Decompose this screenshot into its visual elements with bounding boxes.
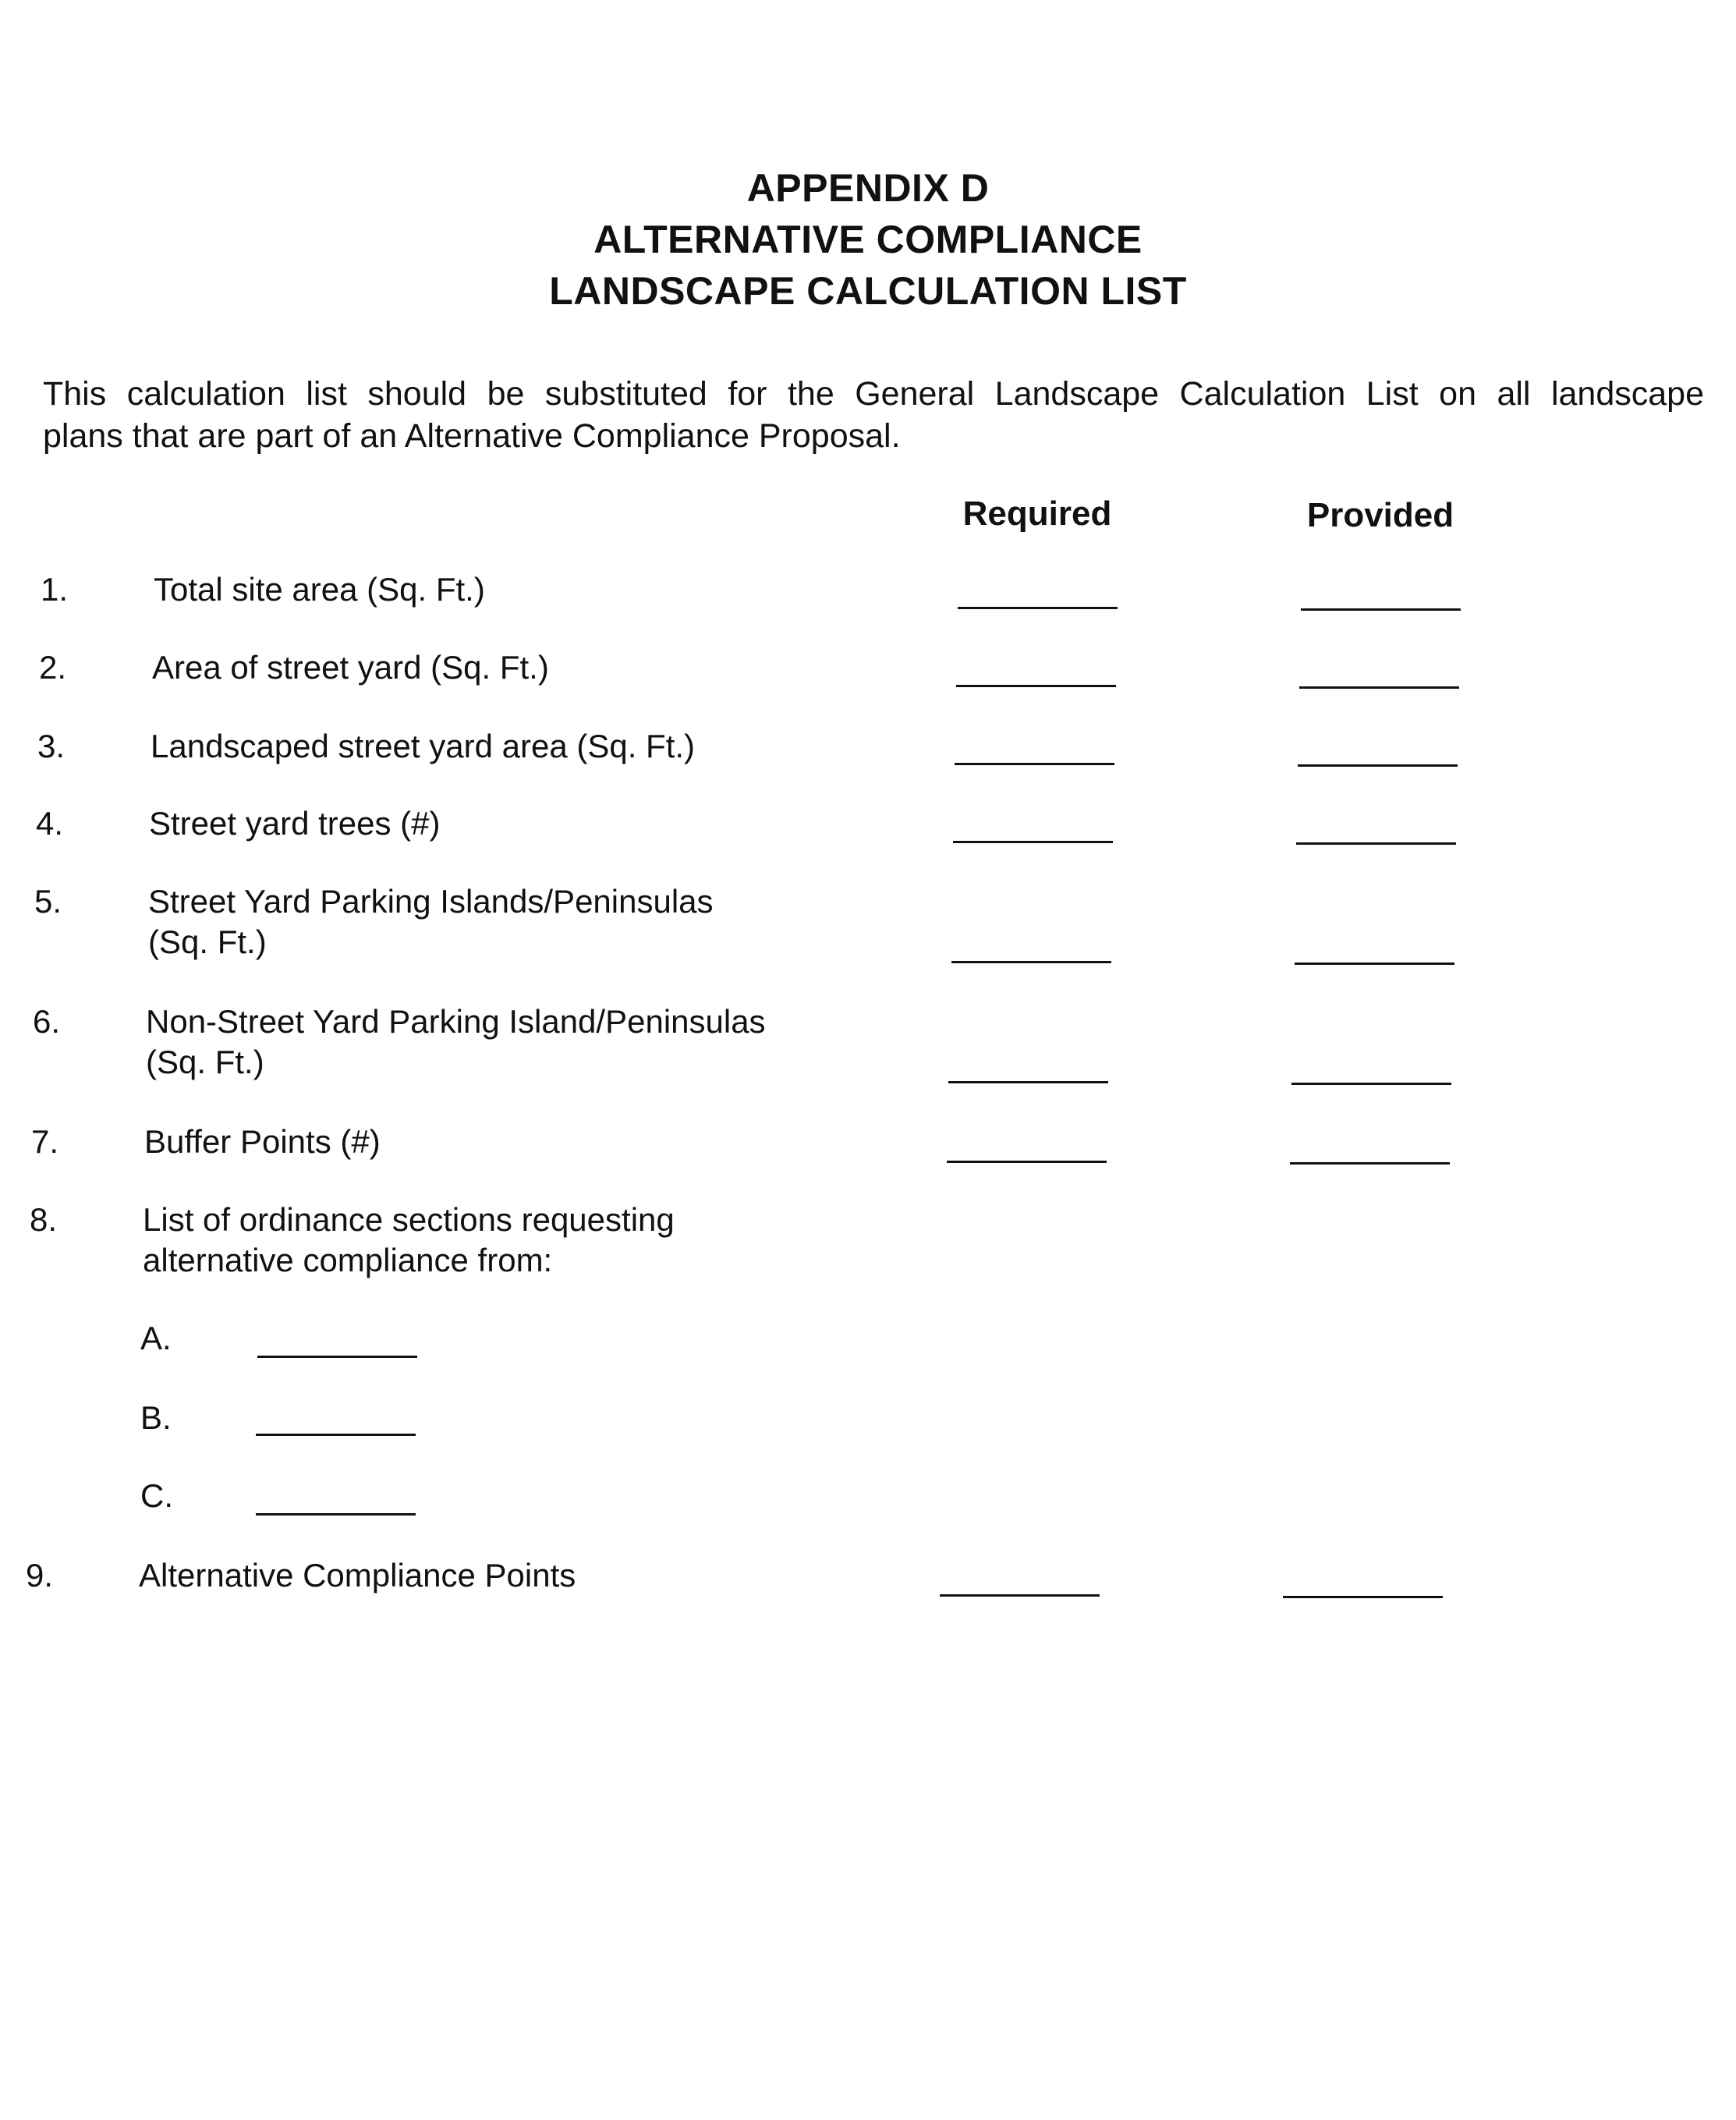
- subitem-letter: B.: [140, 1399, 172, 1436]
- required-blank-line[interactable]: [955, 763, 1114, 765]
- item-label-continued: alternative compliance from:: [143, 1242, 553, 1278]
- item-label: List of ordinance sections requesting: [143, 1201, 675, 1238]
- item-number: 3.: [37, 728, 66, 764]
- item-label: Street yard trees (#): [149, 805, 441, 842]
- item-label-continued: (Sq. Ft.): [146, 1044, 264, 1080]
- required-blank-line[interactable]: [947, 1161, 1107, 1163]
- item-label: Area of street yard (Sq. Ft.): [152, 649, 549, 686]
- provided-blank-line[interactable]: [1296, 842, 1456, 845]
- item-number: 8.: [30, 1201, 58, 1238]
- item-label: Landscaped street yard area (Sq. Ft.): [151, 728, 696, 764]
- list-title: LANDSCAPE CALCULATION LIST: [549, 269, 1187, 313]
- item-label: Alternative Compliance Points: [139, 1557, 576, 1594]
- provided-blank-line[interactable]: [1299, 686, 1459, 689]
- provided-blank-line[interactable]: [1290, 1162, 1450, 1165]
- required-blank-line[interactable]: [940, 1594, 1100, 1597]
- required-column-header: Required: [962, 495, 1112, 533]
- appendix-title: APPENDIX D: [746, 166, 990, 210]
- subitem-blank-line[interactable]: [256, 1513, 416, 1516]
- required-blank-line[interactable]: [948, 1081, 1108, 1083]
- provided-blank-line[interactable]: [1283, 1596, 1443, 1598]
- item-label: Non-Street Yard Parking Island/Peninsulas: [146, 1003, 766, 1040]
- item-number: 2.: [39, 649, 67, 686]
- required-blank-line[interactable]: [958, 607, 1118, 609]
- subitem-letter: A.: [140, 1320, 172, 1356]
- item-number: 7.: [31, 1123, 59, 1160]
- item-number: 9.: [26, 1557, 54, 1594]
- item-label-continued: (Sq. Ft.): [148, 924, 267, 960]
- item-label: Buffer Points (#): [144, 1123, 381, 1160]
- provided-blank-line[interactable]: [1291, 1083, 1451, 1085]
- required-blank-line[interactable]: [953, 841, 1113, 843]
- required-blank-line[interactable]: [951, 961, 1111, 963]
- subitem-blank-line[interactable]: [256, 1434, 416, 1436]
- intro-line-2: plans that are part of an Alternative Compliance Proposal.: [43, 417, 901, 455]
- provided-blank-line[interactable]: [1301, 608, 1461, 611]
- provided-column-header: Provided: [1306, 496, 1454, 534]
- intro-line-1: This calculation list should be substituted for the General Landscape Calculation List on all landscape: [43, 375, 1704, 413]
- provided-blank-line[interactable]: [1295, 963, 1454, 965]
- item-number: 1.: [41, 571, 69, 608]
- subitem-blank-line[interactable]: [257, 1356, 417, 1358]
- item-label: Street Yard Parking Islands/Peninsulas: [148, 883, 714, 920]
- provided-blank-line[interactable]: [1298, 764, 1458, 767]
- item-label: Total site area (Sq. Ft.): [154, 571, 485, 608]
- item-number: 6.: [33, 1003, 61, 1040]
- subitem-letter: C.: [140, 1477, 173, 1514]
- required-blank-line[interactable]: [956, 685, 1116, 687]
- item-number: 4.: [36, 805, 64, 842]
- section-title: ALTERNATIVE COMPLIANCE: [593, 218, 1143, 261]
- intro-paragraph: [43, 373, 1704, 457]
- item-number: 5.: [34, 883, 62, 920]
